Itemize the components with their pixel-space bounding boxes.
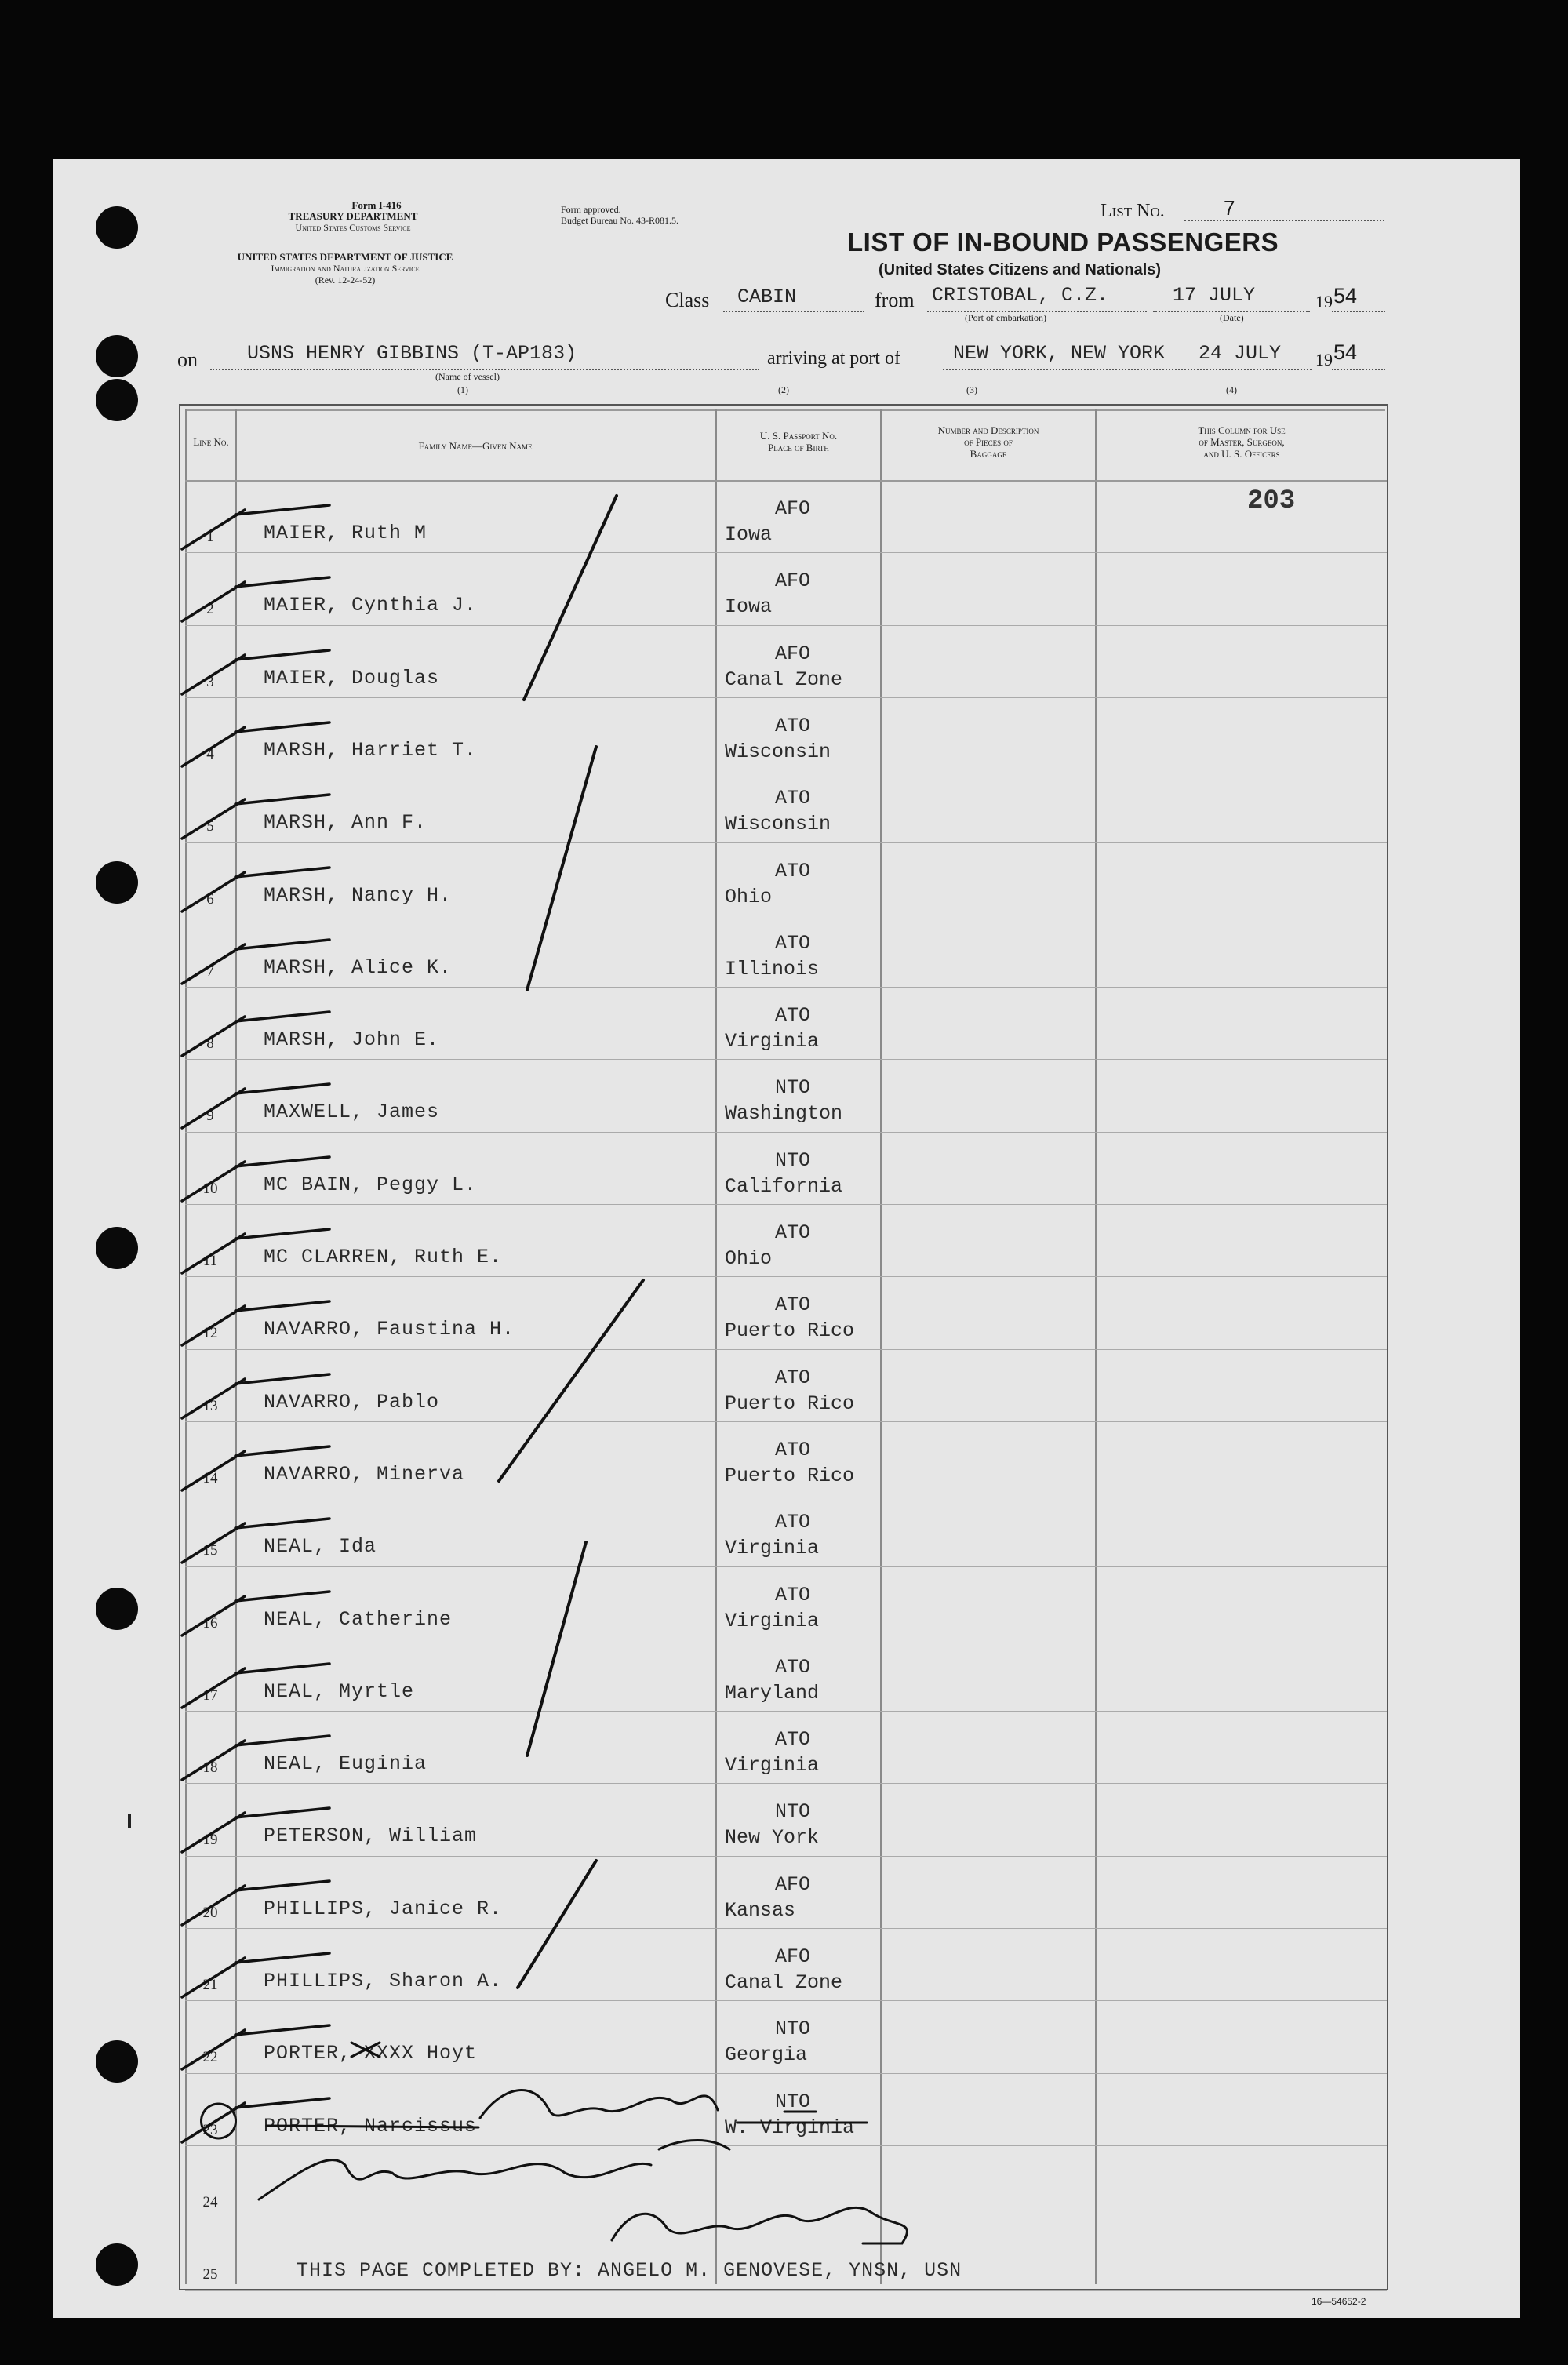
col-header-officers-1: This Column for Use	[1198, 424, 1286, 436]
check-mark	[182, 2098, 329, 2142]
row-line-number: 18	[202, 1759, 218, 1776]
row-passport-code: NTO	[775, 1149, 811, 1172]
col-header-officers-2: of Master, Surgeon,	[1199, 436, 1285, 448]
port-embark-caption: (Port of embarkation)	[965, 312, 1046, 323]
class-label: Class	[665, 289, 710, 311]
row-passport-code: ATO	[775, 787, 811, 810]
row-passport-code: AFO	[775, 1945, 811, 1968]
row-line-number: 9	[206, 1108, 214, 1124]
signature-genovese	[612, 2207, 907, 2243]
row-passenger-name: MC BAIN, Peggy L.	[264, 1173, 478, 1196]
row-passenger-name: MAIER, Douglas	[264, 667, 440, 689]
col-caption-4: (4)	[1226, 384, 1237, 395]
col-header-passport-1: U. S. Passport No.	[759, 430, 838, 442]
row-passport-code: ATO	[775, 1728, 811, 1751]
row-passport-code: ATO	[775, 1221, 811, 1244]
check-mark	[182, 505, 329, 549]
row-passenger-name: MC CLARREN, Ruth E.	[264, 1246, 503, 1268]
row-passport-code: ATO	[775, 715, 811, 737]
row-passport-code: NTO	[775, 2018, 811, 2040]
row-passenger-name: MAIER, Ruth M	[264, 522, 427, 544]
row-line-number: 11	[202, 1253, 218, 1269]
on-label: on	[177, 348, 198, 371]
row-passenger-name: NEAL, Ida	[264, 1535, 377, 1558]
row-line-number: 4	[206, 746, 214, 762]
row-line-number: 3	[206, 674, 214, 690]
row-passenger-name: NAVARRO, Faustina H.	[264, 1318, 515, 1341]
row-line-number: 25	[202, 2266, 218, 2283]
list-no-label: List No.	[1101, 201, 1165, 221]
row-passport-code: ATO	[775, 860, 811, 882]
row-passport-code: ATO	[775, 1293, 811, 1316]
row-passenger-name: NEAL, Catherine	[264, 1608, 453, 1631]
check-mark	[182, 1012, 329, 1056]
check-mark	[182, 940, 329, 984]
date-caption: (Date)	[1220, 312, 1244, 323]
cross-mark	[351, 2043, 380, 2057]
print-code: 16—54652-2	[1312, 2296, 1366, 2307]
check-mark	[182, 1301, 329, 1345]
check-mark	[182, 1446, 329, 1490]
check-mark	[182, 650, 329, 694]
check-mark	[182, 1736, 329, 1780]
col-header-baggage-1: Number and Description	[937, 424, 1039, 436]
budget-bureau: Budget Bureau No. 43-R081.5.	[561, 215, 678, 226]
row-passport-code: NTO	[775, 2090, 811, 2113]
row-passenger-name: PHILLIPS, Sharon A.	[264, 1970, 503, 1992]
row-line-number: 12	[202, 1325, 218, 1341]
row-passenger-name: PORTER, XXXX Hoyt	[264, 2042, 478, 2065]
ins-label: Immigration and Naturalization Service	[271, 263, 420, 274]
arriving-label: arriving at port of	[767, 348, 900, 369]
check-mark	[182, 1953, 329, 1997]
row-passenger-name: NEAL, Euginia	[264, 1752, 427, 1775]
row-passenger-name: PETERSON, William	[264, 1825, 478, 1847]
row-place-of-birth: Virginia	[725, 1030, 820, 1053]
row-place-of-birth: Puerto Rico	[725, 1464, 855, 1487]
row-line-number: 1	[206, 529, 214, 545]
row-place-of-birth: California	[725, 1175, 843, 1198]
row-passport-code: AFO	[775, 642, 811, 665]
row-line-number: 8	[206, 1035, 214, 1052]
row-line-number: 23	[202, 2122, 218, 2138]
check-mark	[182, 1084, 329, 1128]
row-passport-code: AFO	[775, 497, 811, 520]
row-place-of-birth: Wisconsin	[725, 813, 831, 835]
row-line-number: 5	[206, 818, 214, 835]
row-place-of-birth: New York	[725, 1826, 820, 1849]
check-mark	[182, 722, 329, 766]
row-line-number: 15	[202, 1542, 218, 1559]
row-place-of-birth: Puerto Rico	[725, 1392, 855, 1415]
row-line-number: 24	[202, 2194, 218, 2210]
row-passenger-name: MARSH, Harriet T.	[264, 739, 478, 762]
row-place-of-birth: Maryland	[725, 1682, 820, 1705]
check-mark	[182, 1374, 329, 1418]
row-line-number: 17	[202, 1687, 218, 1704]
form-number: Form I-416	[351, 199, 402, 211]
row-place-of-birth: W. Virginia	[725, 2116, 855, 2139]
bracket-mark	[499, 1280, 643, 1481]
check-mark	[182, 1881, 329, 1925]
strike-through	[267, 2126, 478, 2127]
year-prefix-1: 19	[1315, 292, 1333, 311]
row-passport-code: ATO	[775, 1656, 811, 1679]
row-passport-code: ATO	[775, 1584, 811, 1606]
row-place-of-birth: Ohio	[725, 886, 773, 908]
col-header-line-no-text: Line No.	[193, 436, 229, 448]
treasury-label: TREASURY DEPARTMENT	[288, 210, 418, 222]
row-passenger-name: NAVARRO, Minerva	[264, 1463, 465, 1486]
class-value: CABIN	[737, 286, 797, 308]
col-header-baggage-2: of Pieces of	[964, 436, 1013, 448]
check-mark	[182, 2025, 329, 2069]
row-place-of-birth: Wisconsin	[725, 740, 831, 763]
check-mark	[182, 1592, 329, 1635]
row-place-of-birth: Canal Zone	[725, 668, 843, 691]
year-suffix-1: 54	[1333, 284, 1358, 307]
row-passport-code: AFO	[775, 1873, 811, 1896]
col-caption-2: (2)	[778, 384, 789, 395]
form-approved: Form approved.	[561, 204, 621, 215]
row-line-number: 6	[206, 891, 214, 908]
row-place-of-birth: Puerto Rico	[725, 1319, 855, 1342]
row-passport-code: AFO	[775, 569, 811, 592]
row-place-of-birth: Virginia	[725, 1754, 820, 1777]
row-passenger-name: MAXWELL, James	[264, 1101, 440, 1123]
row-line-number: 16	[202, 1615, 218, 1632]
check-mark	[182, 1664, 329, 1708]
bracket-mark	[527, 1542, 586, 1756]
row-passenger-name: MARSH, Ann F.	[264, 811, 427, 834]
row-place-of-birth: Virginia	[725, 1610, 820, 1632]
page-subtitle: (United States Citizens and Nationals)	[879, 261, 1162, 278]
row-place-of-birth: Georgia	[725, 2043, 808, 2066]
row-place-of-birth: Illinois	[725, 958, 820, 981]
bracket-mark	[524, 496, 617, 700]
row-line-number: 19	[202, 1832, 218, 1848]
row-passenger-name: MARSH, Nancy H.	[264, 884, 453, 907]
col-header-name-text: Family Name—Given Name	[418, 440, 533, 452]
check-mark	[182, 1157, 329, 1201]
col-header-passport-2: Place of Birth	[768, 442, 829, 453]
check-mark	[182, 1229, 329, 1273]
row-passport-code: ATO	[775, 1511, 811, 1534]
vessel-col-no: (1)	[457, 384, 468, 395]
signature-scrawl	[480, 2090, 718, 2118]
row-place-of-birth: Canal Zone	[725, 1971, 843, 1994]
from-value: CRISTOBAL, C.Z.	[932, 284, 1109, 307]
row-passport-code: NTO	[775, 1076, 811, 1099]
col-caption-3: (3)	[966, 384, 977, 395]
row-line-number: 13	[202, 1398, 218, 1414]
col-header-officers-3: and U. S. Officers	[1203, 448, 1280, 460]
row-line-number: 14	[202, 1470, 218, 1486]
arrival-date: 24 JULY	[1199, 342, 1282, 365]
page-title: LIST OF IN-BOUND PASSENGERS	[847, 227, 1279, 257]
row-line-number: 7	[206, 963, 214, 980]
check-mark	[182, 1519, 329, 1563]
row-place-of-birth: Iowa	[725, 523, 773, 546]
list-no-value: 7	[1224, 196, 1235, 220]
row-passport-code: ATO	[775, 1439, 811, 1461]
row-line-number: 22	[202, 2049, 218, 2065]
arrival-port: NEW YORK, NEW YORK	[953, 342, 1166, 365]
bracket-mark	[527, 747, 596, 990]
check-mark	[182, 868, 329, 911]
row-passenger-name: NEAL, Myrtle	[264, 1680, 415, 1703]
row-passenger-name: NAVARRO, Pablo	[264, 1391, 440, 1414]
signature-scrawl	[259, 2140, 729, 2199]
col-header-baggage-3: Baggage	[970, 448, 1007, 460]
customs-label: United States Customs Service	[295, 222, 411, 233]
row-line-number: 2	[206, 601, 214, 617]
year-suffix-2: 54	[1333, 340, 1358, 364]
vessel-caption: (Name of vessel)	[435, 371, 500, 382]
check-mark	[182, 1808, 329, 1852]
check-mark	[182, 795, 329, 839]
row-passenger-name: MAIER, Cynthia J.	[264, 594, 478, 617]
row-line-number: 10	[202, 1181, 218, 1197]
row-place-of-birth: Iowa	[725, 595, 773, 618]
row-place-of-birth: Kansas	[725, 1899, 796, 1922]
from-label: from	[875, 289, 915, 311]
row-place-of-birth: Virginia	[725, 1537, 820, 1559]
year-prefix-2: 19	[1315, 350, 1333, 369]
depart-date: 17 JULY	[1173, 284, 1256, 307]
row-passport-code: ATO	[775, 1004, 811, 1027]
officer-number: 203	[1247, 486, 1296, 516]
check-mark	[182, 577, 329, 621]
vessel-name: USNS HENRY GIBBINS (T-AP183)	[247, 342, 577, 365]
rev-label: (Rev. 12-24-52)	[315, 275, 376, 286]
row-passport-code: ATO	[775, 932, 811, 955]
row-passenger-name: PHILLIPS, Janice R.	[264, 1897, 503, 1920]
justice-label: UNITED STATES DEPARTMENT OF JUSTICE	[237, 251, 453, 263]
row-passenger-name: PORTER, Narcissus	[264, 2115, 478, 2138]
row-line-number: 21	[202, 1977, 218, 1993]
bracket-mark	[518, 1861, 596, 1988]
row-passenger-name: MARSH, John E.	[264, 1028, 440, 1051]
row-passport-code: NTO	[775, 1800, 811, 1823]
row-place-of-birth: Washington	[725, 1102, 843, 1125]
row-passenger-name: THIS PAGE COMPLETED BY: ANGELO M. GENOVESE, YNSN, USN	[297, 2259, 962, 2282]
row-line-number: 20	[202, 1905, 218, 1921]
row-passenger-name: MARSH, Alice K.	[264, 956, 453, 979]
row-place-of-birth: Ohio	[725, 1247, 773, 1270]
row-passport-code: ATO	[775, 1366, 811, 1389]
